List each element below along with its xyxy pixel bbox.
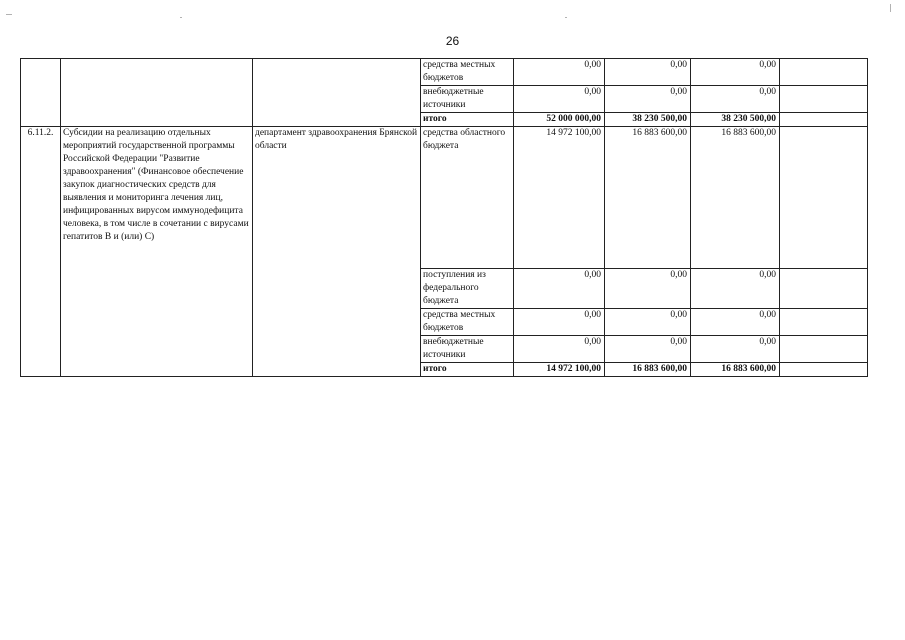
value-cell: 0,00 — [691, 59, 780, 86]
table-row — [21, 127, 868, 269]
empty-cell — [780, 336, 868, 363]
value-cell: 0,00 — [605, 309, 691, 336]
value-cell-total: 38 230 500,00 — [605, 113, 691, 127]
value-cell: 0,00 — [605, 86, 691, 113]
empty-cell — [780, 86, 868, 113]
empty-cell — [780, 309, 868, 336]
value-cell-total: 38 230 500,00 — [691, 113, 780, 127]
value-cell: 16 883 600,00 — [605, 127, 691, 269]
empty-cell — [780, 113, 868, 127]
code-cell — [21, 59, 61, 127]
value-cell: 14 972 100,00 — [514, 127, 605, 269]
scan-speck — [565, 17, 567, 18]
source-cell: внебюджетные источники — [421, 86, 514, 113]
value-cell: 0,00 — [514, 336, 605, 363]
value-cell: 0,00 — [691, 309, 780, 336]
empty-cell — [780, 363, 868, 377]
value-cell-total: 16 883 600,00 — [605, 363, 691, 377]
item-code: 6.11.2. — [21, 127, 61, 377]
executor-cell — [253, 59, 421, 127]
value-cell: 0,00 — [514, 59, 605, 86]
value-cell: 0,00 — [514, 269, 605, 309]
scan-speck — [890, 4, 891, 12]
page-number: 26 — [445, 34, 460, 48]
name-cell — [61, 59, 253, 127]
value-cell-total: 16 883 600,00 — [691, 363, 780, 377]
value-cell: 0,00 — [605, 59, 691, 86]
source-cell: средства областного бюджета — [421, 127, 514, 269]
item-name: Субсидии на реализацию отдельных мероприятий государственной программы Российской Федерации "Развитие здравоохранения" (Финансовое обеспечение закупок диагностических средств для выявления и мониторинга лечения лиц, инфицированных вирусом иммунодефицита человека, в том числе в сочетании с вирусами гепатитов В и (или) С) — [61, 127, 253, 377]
scan-speck — [180, 17, 182, 18]
table-row — [21, 59, 868, 86]
value-cell: 0,00 — [691, 336, 780, 363]
empty-cell — [780, 59, 868, 86]
source-cell: поступления из федерального бюджета — [421, 269, 514, 309]
value-cell: 16 883 600,00 — [691, 127, 780, 269]
value-cell-total: 52 000 000,00 — [514, 113, 605, 127]
item-executor: департамент здравоохранения Брянской области — [253, 127, 421, 377]
source-cell-total: итого — [421, 363, 514, 377]
empty-cell — [780, 269, 868, 309]
value-cell: 0,00 — [691, 269, 780, 309]
budget-table — [20, 58, 868, 377]
scan-speck — [6, 14, 12, 15]
empty-cell — [780, 127, 868, 269]
value-cell-total: 14 972 100,00 — [514, 363, 605, 377]
value-cell: 0,00 — [514, 309, 605, 336]
value-cell: 0,00 — [605, 269, 691, 309]
value-cell: 0,00 — [605, 336, 691, 363]
source-cell: средства местных бюджетов — [421, 309, 514, 336]
source-cell: средства местных бюджетов — [421, 59, 514, 86]
value-cell: 0,00 — [514, 86, 605, 113]
source-cell-total: итого — [421, 113, 514, 127]
budget-table-container — [20, 58, 867, 377]
value-cell: 0,00 — [691, 86, 780, 113]
source-cell: внебюджетные источники — [421, 336, 514, 363]
